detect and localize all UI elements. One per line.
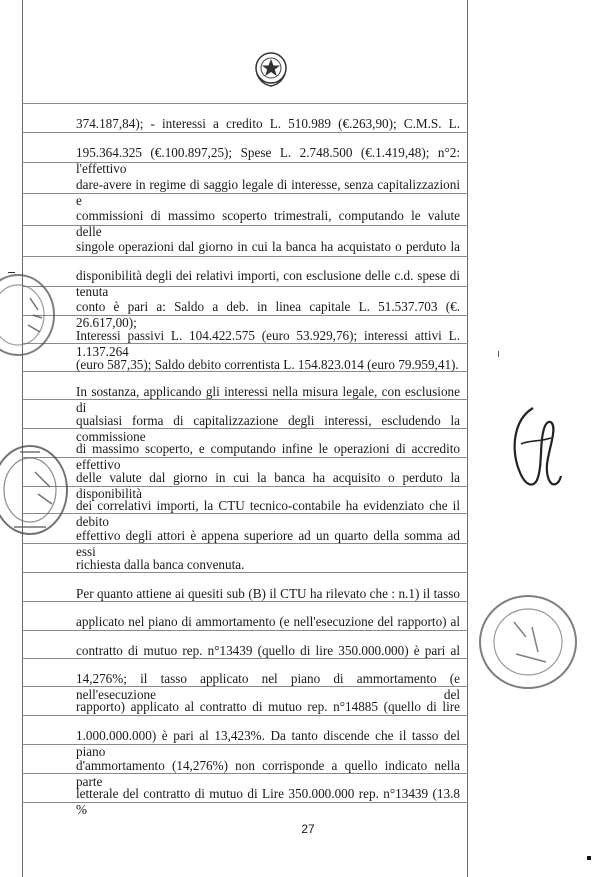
body-text-line: richiesta dalla banca convenuta. <box>76 557 245 572</box>
body-text-line: In sostanza, applicando gli interessi nella misura legale, con esclusione di <box>76 384 460 415</box>
body-text-line: 14,276%; il tasso applicato nel piano di ammortamento (e nell'esecuzione del <box>76 671 460 702</box>
body-text-line: dei correlativi importi, la CTU tecnico-contabile ha evidenziato che il debito <box>76 498 460 529</box>
margin-tick <box>498 351 499 357</box>
ruled-line <box>22 630 468 631</box>
ruled-line <box>22 193 468 194</box>
body-text-line: (euro 587,35); Saldo debito correntista L. 154.823.014 (euro 79.959,41). <box>76 357 459 372</box>
ruled-line <box>22 256 468 257</box>
body-text-line: di massimo scoperto, e computando infine le operazioni di accredito effettivo <box>76 441 460 472</box>
body-text-line: letterale del contratto di mutuo di Lire 350.000.000 rep. n°13439 (13.8 % <box>76 786 460 817</box>
body-text-line: Interessi passivi L. 104.422.575 (euro 53.929,76); interessi attivi L. 1.137.264 <box>76 328 460 359</box>
body-text-line: 195.364.325 (€.100.897,25); Spese L. 2.748.500 (€.1.419,48); n°2: l'effettivo <box>76 145 460 176</box>
body-text-line: conto è pari a: Saldo a deb. in linea capitale L. 51.537.703 (€. 26.617,00); <box>76 299 460 330</box>
body-text-line: commissioni di massimo scoperto trimestrali, computando le valute delle <box>76 208 460 239</box>
body-text-line: 374.187,84); - interessi a credito L. 510.989 (€.263,90); C.M.S. L. <box>76 116 460 131</box>
page-number: 27 <box>301 822 315 836</box>
body-text-line: disponibilità degli dei relativi importi, con esclusione delle c.d. spese di tenuta <box>76 268 460 299</box>
margin-tick <box>8 272 15 273</box>
court-stamp-right <box>476 592 580 692</box>
court-stamp-left-upper <box>0 270 58 360</box>
corner-mark <box>587 856 591 860</box>
body-text-line: singole operazioni dal giorno in cui la banca ha acquistato o perduto la <box>76 239 460 254</box>
body-text-line: effettivo degli attori è appena superiore ad un quarto della somma ad essi <box>76 528 460 559</box>
ruled-line <box>22 802 468 803</box>
ruled-line <box>22 715 468 716</box>
body-text-line: qualsiasi forma di capitalizzazione degli interessi, escludendo la commissione <box>76 413 460 444</box>
body-text-line: applicato nel piano di ammortamento (e nell'esecuzione del rapporto) al <box>76 614 460 629</box>
ruled-line <box>22 103 468 104</box>
body-text-line: Per quanto attiene ai quesiti sub (B) il CTU ha rilevato che : n.1) il tasso <box>76 586 460 601</box>
ruled-line <box>22 132 468 133</box>
body-text-line: dare-avere in regime di saggio legale di interesse, senza capitalizzazioni e <box>76 177 460 208</box>
body-text-line: d'ammortamento (14,276%) non corrisponde a quello indicato nella parte <box>76 758 460 789</box>
body-text-line: contratto di mutuo rep. n°13439 (quello di lire 350.000.000) è pari al <box>76 643 460 658</box>
handwritten-signature <box>503 400 563 492</box>
body-text-line: delle valute dal giorno in cui la banca ha acquisito o perduto la disponibilità <box>76 470 460 501</box>
body-text-line: 1.000.000.000) è pari al 13,423%. Da tanto discende che il tasso del piano <box>76 728 460 759</box>
body-text-line: rapporto) applicato al contratto di mutuo rep. n°14885 (quello di lire <box>76 699 460 714</box>
republic-emblem-icon <box>253 48 289 88</box>
